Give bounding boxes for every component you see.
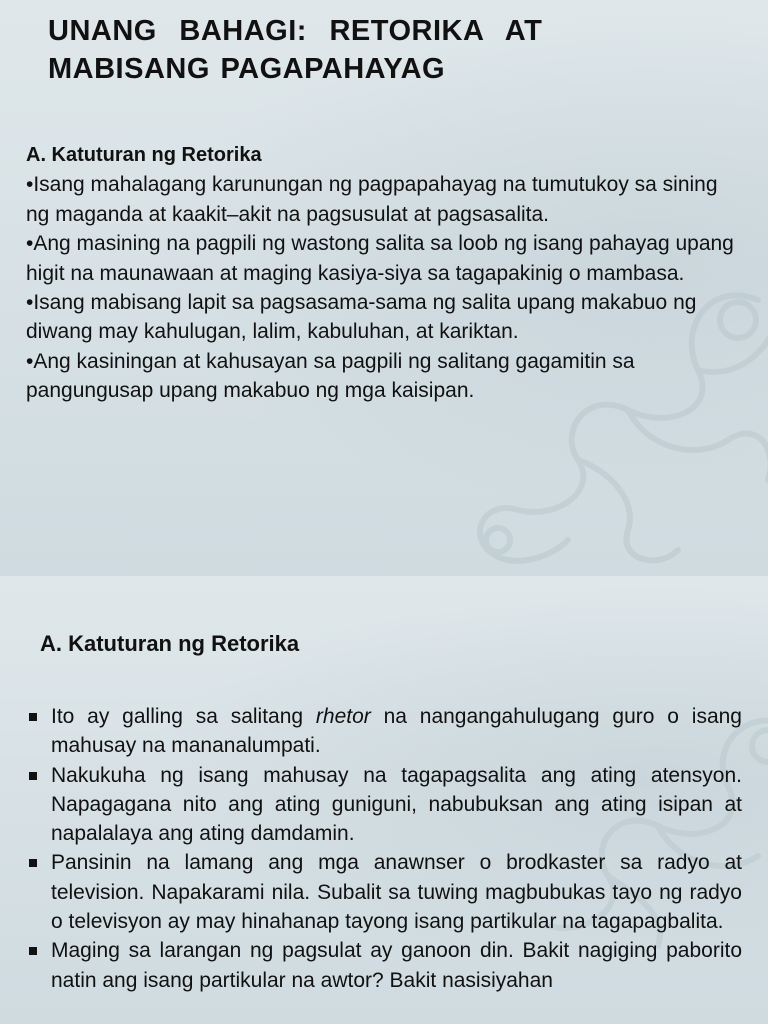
- list-item: [24, 936, 742, 995]
- title-line-2: MABISANG PAGAPAHAYAG: [48, 53, 446, 85]
- list-item-text: Maging sa larangan ng pagsulat ay ganoon din. Bakit nagiging paborito natin ang isang partikular na awtor? Bakit nasisiyahan: [51, 939, 742, 992]
- square-bullet-icon: [29, 772, 37, 780]
- definition-paragraph-4: •Ang kasiningan at kahusayan sa pagpili ng salitang gagamitin sa pangungusap upang makabuo ng mga kaisipan.: [26, 349, 635, 403]
- section-subheading: A. Katuturan ng Retorika: [26, 144, 262, 166]
- bullet-list: [24, 702, 742, 995]
- list-item-text: [51, 705, 742, 757]
- slide-body: [26, 141, 746, 406]
- square-bullet-icon: [29, 713, 37, 721]
- slide-heading: A. Katuturan ng Retorika: [40, 631, 300, 656]
- list-item-text: Nakukuha ng isang mahusay na tagapagsalita ang ating atensyon. Napagagana nito ang ating guniguni, nabubuksan ang ating isipan at napalalaya ang ating damdamin.: [51, 763, 742, 846]
- list-item: [24, 848, 742, 936]
- list-item-text: Pansinin na lamang ang mga anawnser o brodkaster sa radyo at television. Napakarami nila. Subalit sa tuwing magbubukas tayo ng radyo o televisyon ay may hinahanap tayong isang partikular na tagapagbalita.: [51, 851, 742, 934]
- italic-term: rhetor: [315, 705, 371, 728]
- definition-paragraph-3: •Isang mabisang lapit sa pagsasama-sama ng salita upang makabuo ng diwang may kahulugan, lalim, kabuluhan, at kariktan.: [26, 291, 697, 344]
- square-bullet-icon: [29, 947, 37, 955]
- slide-2: [0, 576, 768, 1024]
- list-item: [24, 761, 742, 849]
- title-line-1: UNANG BAHAGI: RETORIKA AT: [48, 15, 543, 47]
- definition-paragraph-1: •Isang mahalagang karunungan ng pagpapahayag na tumutukoy sa sining ng maganda at kaakit–akit na pagsusulat at pagsasalita.: [26, 173, 718, 226]
- definition-paragraph-2: •Ang masining na pagpili ng wastong salita sa loob ng isang pahayag upang higit na maunawaan at maging kasiya-siya sa tagapakinig o mambasa.: [26, 232, 734, 285]
- list-item-text-end: na nangangahulugang guro o isang mahusay na mananalumpati.: [51, 705, 742, 758]
- list-item: [24, 702, 742, 761]
- list-item-text-start: Ito ay galling sa salitang: [51, 705, 316, 728]
- slide-title: [48, 12, 608, 88]
- square-bullet-icon: [29, 859, 37, 867]
